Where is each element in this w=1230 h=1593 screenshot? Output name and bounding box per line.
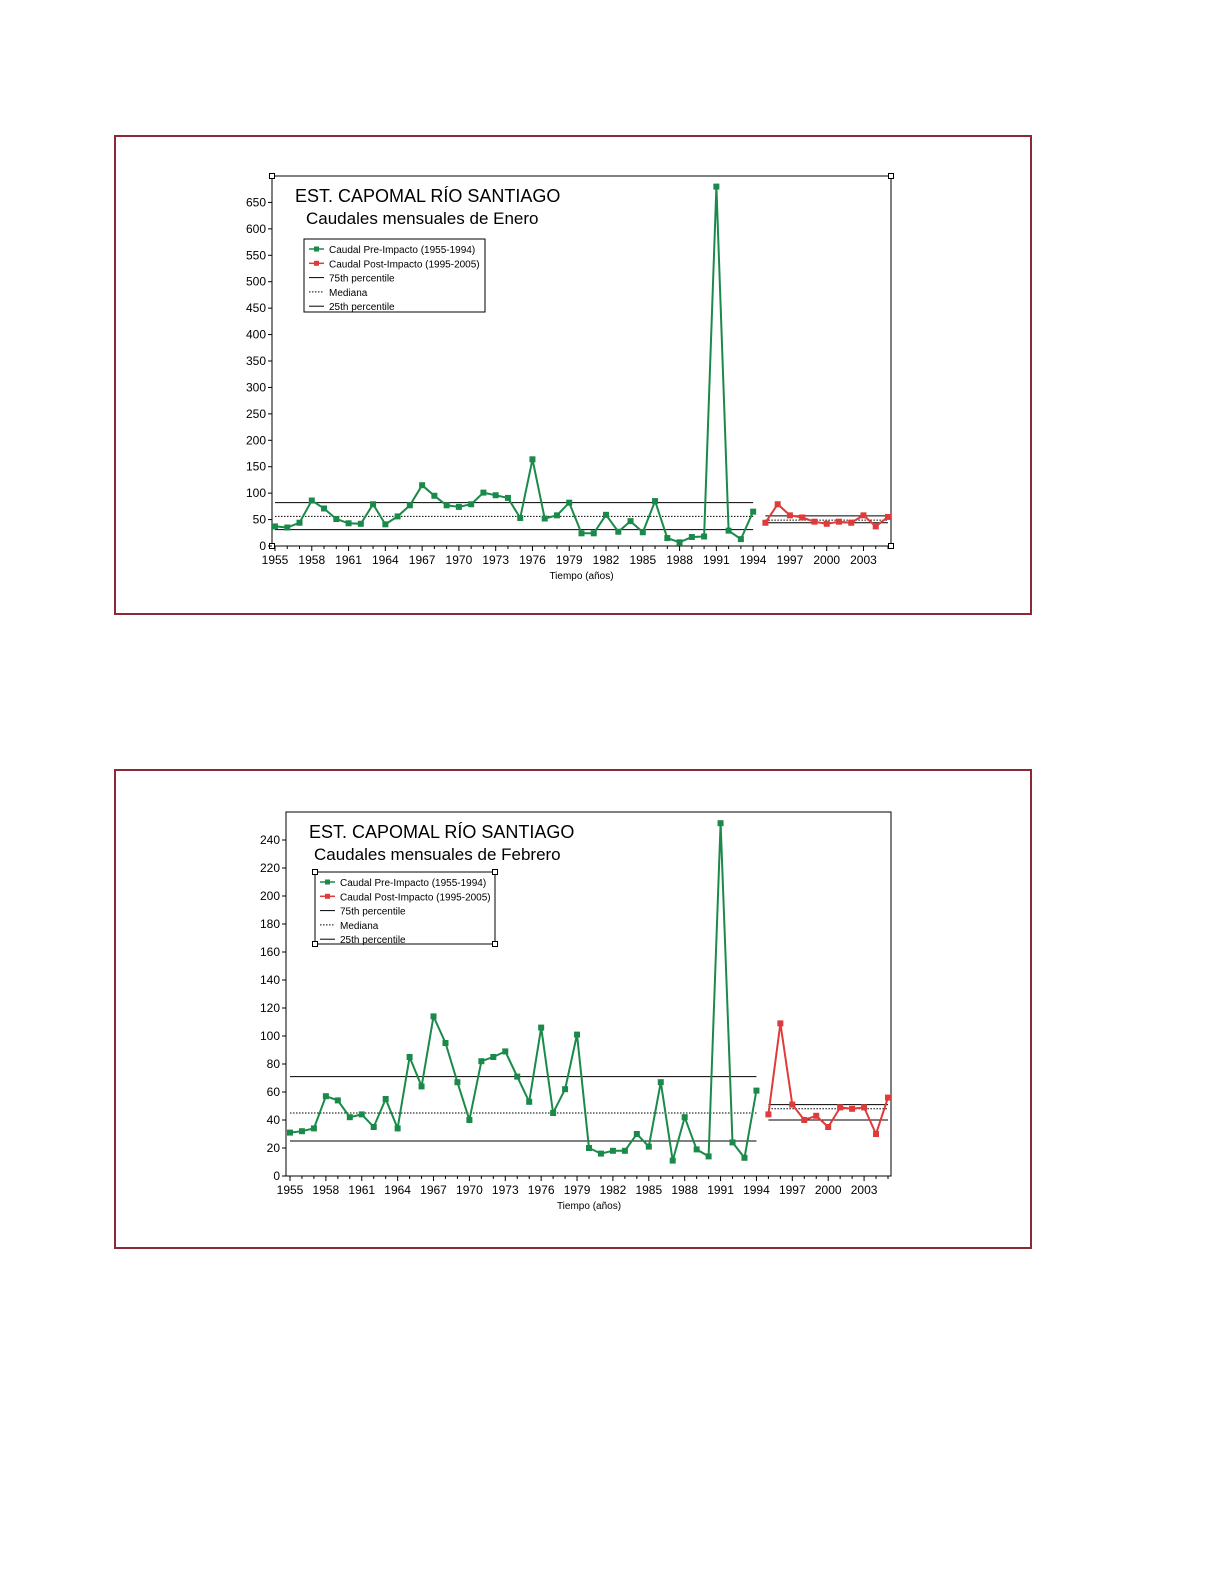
data-point-pre [480, 490, 486, 496]
data-point-pre [628, 518, 634, 524]
data-point-pre [682, 1114, 688, 1120]
x-tick-label: 1976 [527, 1183, 555, 1197]
data-point-post [775, 501, 781, 507]
x-axis-label: Tiempo (años) [549, 571, 614, 582]
legend-handle [493, 942, 498, 947]
data-point-post [811, 519, 817, 525]
data-point-pre [358, 521, 364, 527]
legend-handle [313, 870, 318, 875]
y-tick-label: 120 [259, 1001, 280, 1015]
legend-entry: Caudal Pre-Impacto (1955-1994) [340, 878, 487, 889]
data-point-pre [456, 504, 462, 510]
x-tick-label: 1982 [592, 553, 620, 567]
legend-entry: Mediana [329, 287, 368, 299]
data-point-pre [603, 512, 609, 518]
x-tick-label: 1982 [599, 1183, 627, 1197]
data-point-pre [311, 1125, 317, 1131]
y-tick-label: 100 [245, 486, 266, 501]
data-point-pre [371, 1124, 377, 1130]
chart-enero [116, 137, 1030, 613]
data-point-pre [554, 512, 560, 518]
selection-handle [889, 174, 894, 179]
x-tick-label: 1997 [776, 553, 804, 567]
x-tick-label: 2003 [850, 553, 877, 567]
data-point-pre [658, 1079, 664, 1085]
data-point-pre [272, 523, 278, 529]
data-point-pre [718, 820, 724, 826]
x-tick-label: 1970 [445, 553, 473, 567]
data-point-pre [359, 1111, 365, 1117]
series-line-post [768, 1023, 888, 1134]
data-point-pre [297, 520, 303, 526]
data-point-post [789, 1102, 795, 1108]
chart-subtitle: Caudales mensuales de Febrero [314, 845, 561, 864]
data-point-pre [562, 1086, 568, 1092]
data-point-pre [713, 184, 719, 190]
data-point-post [885, 1095, 891, 1101]
data-point-pre [454, 1079, 460, 1085]
plot-area [272, 176, 891, 546]
data-point-post [849, 1106, 855, 1112]
data-point-pre [284, 525, 290, 531]
x-tick-label: 1991 [707, 1183, 734, 1197]
x-tick-label: 1970 [456, 1183, 483, 1197]
data-point-pre [502, 1048, 508, 1054]
data-point-post [799, 514, 805, 520]
data-point-post [885, 514, 891, 520]
legend-marker [314, 261, 319, 266]
data-point-pre [615, 529, 621, 535]
data-point-pre [370, 501, 376, 507]
data-point-pre [574, 1032, 580, 1038]
data-point-pre [333, 516, 339, 522]
x-tick-label: 1991 [703, 553, 730, 567]
y-tick-label: 100 [259, 1029, 280, 1043]
x-tick-label: 2003 [850, 1183, 878, 1197]
data-point-pre [579, 530, 585, 536]
x-tick-label: 1964 [384, 1183, 411, 1197]
x-tick-label: 2000 [814, 1183, 842, 1197]
x-tick-label: 1967 [408, 553, 436, 567]
data-point-pre [652, 498, 658, 504]
legend-entry: 75th percentile [329, 273, 395, 285]
y-tick-label: 200 [245, 433, 266, 448]
y-tick-label: 300 [245, 380, 266, 395]
x-tick-label: 1973 [482, 553, 510, 567]
data-point-pre [323, 1093, 329, 1099]
data-point-post [848, 520, 854, 526]
x-tick-label: 1955 [261, 553, 289, 567]
x-tick-label: 1958 [312, 1183, 340, 1197]
data-point-pre [634, 1131, 640, 1137]
x-tick-label: 1994 [739, 553, 767, 567]
data-point-pre [346, 520, 352, 526]
data-point-pre [395, 513, 401, 519]
x-tick-label: 1976 [519, 553, 546, 567]
x-tick-label: 1964 [371, 553, 399, 567]
chart-subtitle: Caudales mensuales de Enero [306, 209, 539, 228]
legend-entry: 25th percentile [329, 302, 395, 314]
data-point-pre [517, 515, 523, 521]
selection-handle [889, 544, 894, 549]
data-point-pre [526, 1099, 532, 1105]
x-tick-label: 1967 [420, 1183, 447, 1197]
legend-entry: 75th percentile [340, 906, 406, 918]
data-point-pre [542, 516, 548, 522]
data-point-pre [493, 492, 499, 498]
y-tick-label: 200 [259, 889, 280, 903]
chart-frame-enero [114, 135, 1032, 615]
data-point-pre [538, 1025, 544, 1031]
x-tick-label: 1961 [348, 1183, 376, 1197]
x-tick-label: 2000 [813, 553, 841, 567]
data-point-pre [505, 495, 511, 501]
data-point-pre [299, 1128, 305, 1134]
data-point-pre [431, 493, 437, 499]
data-point-pre [677, 539, 683, 545]
data-point-pre [591, 530, 597, 536]
selection-handle [270, 174, 275, 179]
x-tick-label: 1958 [298, 553, 326, 567]
data-point-pre [529, 456, 535, 462]
data-point-post [836, 519, 842, 525]
data-point-pre [622, 1148, 628, 1154]
data-point-pre [382, 521, 388, 527]
data-point-pre [383, 1096, 389, 1102]
legend-entry: 25th percentile [340, 935, 406, 947]
y-tick-label: 650 [245, 195, 266, 210]
y-tick-label: 220 [259, 861, 280, 875]
data-point-pre [407, 1054, 413, 1060]
data-point-post [825, 1124, 831, 1130]
data-point-pre [478, 1058, 484, 1064]
data-point-pre [738, 536, 744, 542]
y-tick-label: 40 [266, 1113, 280, 1127]
data-point-pre [753, 1088, 759, 1094]
chart-frame-febrero [114, 769, 1032, 1249]
data-point-post [837, 1104, 843, 1110]
data-point-pre [419, 482, 425, 488]
x-tick-label: 1955 [276, 1183, 304, 1197]
data-point-post [860, 512, 866, 518]
y-tick-label: 500 [245, 274, 266, 289]
data-point-post [813, 1113, 819, 1119]
y-tick-label: 50 [252, 512, 266, 527]
data-point-pre [701, 533, 707, 539]
x-tick-label: 1961 [335, 553, 362, 567]
x-tick-label: 1985 [635, 1183, 663, 1197]
legend-handle [313, 942, 318, 947]
y-tick-label: 180 [259, 917, 280, 931]
x-tick-label: 1985 [629, 553, 657, 567]
y-tick-label: 140 [259, 973, 280, 987]
data-point-pre [741, 1155, 747, 1161]
y-tick-label: 400 [245, 327, 266, 342]
data-point-post [801, 1117, 807, 1123]
data-point-pre [466, 1117, 472, 1123]
y-tick-label: 350 [245, 354, 266, 368]
data-point-pre [598, 1151, 604, 1157]
data-point-pre [730, 1139, 736, 1145]
legend-marker [325, 894, 330, 899]
y-tick-label: 450 [245, 301, 266, 316]
data-point-pre [566, 500, 572, 506]
chart-title: EST. CAPOMAL RÍO SANTIAGO [309, 822, 575, 842]
data-point-pre [514, 1074, 520, 1080]
y-tick-label: 250 [245, 406, 266, 421]
x-tick-label: 1988 [671, 1183, 699, 1197]
x-tick-label: 1973 [491, 1183, 519, 1197]
data-point-pre [670, 1158, 676, 1164]
data-point-pre [287, 1130, 293, 1136]
data-point-pre [444, 502, 450, 508]
x-tick-label: 1994 [743, 1183, 770, 1197]
data-point-pre [321, 505, 327, 511]
y-tick-label: 600 [245, 221, 266, 236]
x-tick-label: 1988 [666, 553, 693, 567]
data-point-pre [689, 534, 695, 540]
data-point-pre [706, 1153, 712, 1159]
legend-entry: Mediana [340, 920, 379, 932]
data-point-pre [490, 1054, 496, 1060]
y-tick-label: 550 [245, 248, 266, 263]
y-tick-label: 160 [259, 945, 280, 959]
data-point-post [873, 1131, 879, 1137]
data-point-pre [347, 1114, 353, 1120]
data-point-post [873, 523, 879, 529]
data-point-pre [586, 1145, 592, 1151]
data-point-pre [407, 502, 413, 508]
y-tick-label: 0 [259, 539, 266, 553]
data-point-post [824, 521, 830, 527]
data-point-post [765, 1111, 771, 1117]
legend-handle [493, 870, 498, 875]
data-point-pre [419, 1083, 425, 1089]
legend-entry: Caudal Post-Impacto (1995-2005) [329, 259, 480, 271]
data-point-pre [431, 1013, 437, 1019]
data-point-post [787, 512, 793, 518]
y-tick-label: 240 [259, 833, 280, 847]
data-point-pre [646, 1144, 652, 1150]
chart-febrero [116, 771, 1030, 1247]
data-point-pre [694, 1146, 700, 1152]
legend-marker [325, 880, 330, 885]
data-point-pre [726, 528, 732, 534]
data-point-pre [468, 501, 474, 507]
data-point-post [861, 1104, 867, 1110]
data-point-pre [335, 1097, 341, 1103]
y-tick-label: 20 [266, 1141, 280, 1155]
data-point-pre [640, 529, 646, 535]
legend-entry: Caudal Pre-Impacto (1955-1994) [329, 245, 476, 256]
data-point-pre [664, 535, 670, 541]
data-point-pre [610, 1148, 616, 1154]
chart-title: EST. CAPOMAL RÍO SANTIAGO [295, 186, 561, 206]
data-point-pre [442, 1040, 448, 1046]
y-tick-label: 150 [245, 459, 266, 474]
data-point-pre [395, 1125, 401, 1131]
x-tick-label: 1979 [563, 1183, 591, 1197]
data-point-pre [550, 1110, 556, 1116]
x-tick-label: 1979 [555, 553, 583, 567]
y-tick-label: 60 [266, 1085, 280, 1099]
data-point-post [762, 520, 768, 526]
data-point-pre [309, 498, 315, 504]
data-point-pre [750, 509, 756, 515]
legend-marker [314, 247, 319, 252]
y-tick-label: 0 [273, 1169, 280, 1183]
data-point-post [777, 1020, 783, 1026]
x-tick-label: 1997 [778, 1183, 806, 1197]
y-tick-label: 80 [266, 1057, 280, 1071]
x-axis-label: Tiempo (años) [556, 1201, 622, 1212]
legend-entry: Caudal Post-Impacto (1995-2005) [340, 892, 491, 904]
